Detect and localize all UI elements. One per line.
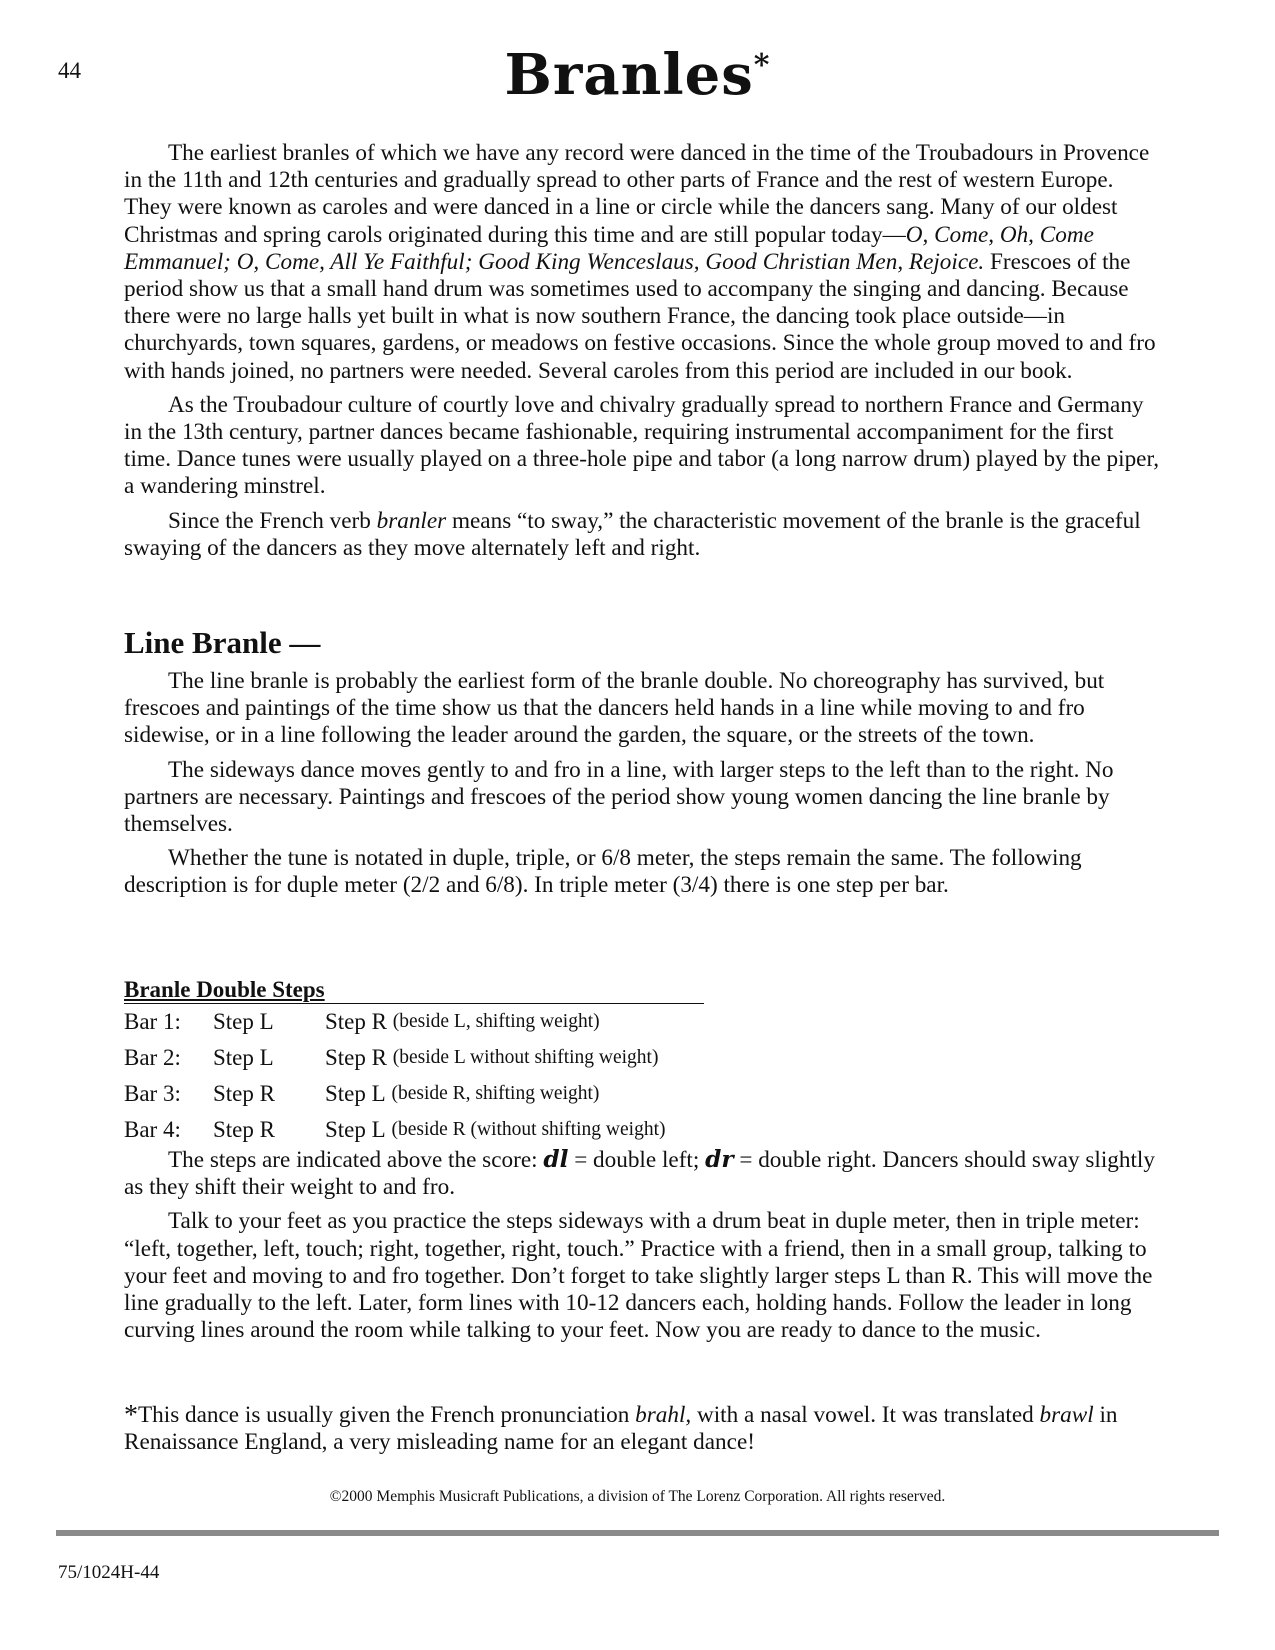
footnote-text-c: in Renaissance England, a very misleading name for an elegant dance! [124, 1402, 1118, 1456]
footnote-text-b: with a nasal vowel. It was translated [691, 1402, 1040, 1428]
step-second: Step L [325, 1081, 386, 1106]
intro-paragraph-2: As the Troubadour culture of courtly love and chivalry gradually spread to northern France and Germany in the 13th century, partner dances became fashionable, requiring instrumental accompaniment for the first time. Dance tunes were usually played on a three-hole pipe and tabor (a long narrow drum) played by the piper, a wandering minstrel. [124, 391, 1160, 500]
intro-p3-text: Since the French verb [168, 507, 377, 534]
instructions-p1-text-b: = double left; [568, 1147, 706, 1173]
intro-paragraph-3 [124, 508, 1164, 562]
footnote-asterisk: * [124, 1400, 138, 1431]
line-branle-section [124, 668, 1164, 900]
step-first: Step L [213, 1009, 274, 1034]
copyright-notice: ©2000 Memphis Musicraft Publications, a division of The Lorenz Corporation. All rights reserved. [329, 1488, 946, 1505]
instructions-paragraph-2: Talk to your feet as you practice the steps sideways with a drum beat in duple meter, then in triple meter: “left, together, left, touch; right, together, right, touch.” Practice with a friend, then in a small group, talking to your feet and moving to and fro together. Don’t forget to take slightly larger steps L than R. This will move the line gradually to the left. Later, form lines with 10-12 dancers each, holding hands. Follow the leader in long curving lines around the room while talking to your feet. Now you are ready to dance to the music. [124, 1208, 1153, 1344]
catalog-code: 75/1024H-44 [58, 1562, 160, 1583]
double-right-mark: dr [705, 1146, 734, 1173]
step-bar: Bar 2: [124, 1045, 181, 1070]
line-branle-paragraph-3: Whether the tune is notated in duple, triple, or 6/8 meter, the steps remain the same. The following description is for duple meter (2/2 and 6/8). In triple meter (3/4) there is one step per bar. [124, 845, 1082, 899]
branler-word: branler [376, 507, 447, 534]
intro-section [124, 140, 1164, 562]
step-bar: Bar 3: [124, 1081, 181, 1106]
page-number: 44 [58, 58, 81, 83]
step-first: Step R [213, 1117, 275, 1142]
step-row [124, 1040, 704, 1076]
title-asterisk: * [753, 48, 771, 83]
steps-table [124, 978, 704, 1148]
step-note: (beside R (without shifting weight) [391, 1119, 666, 1140]
step-row [124, 1004, 704, 1040]
footnote-text: This dance is usually given the French pronunciation [138, 1402, 636, 1428]
instructions-p1-text-c: = double right. Dancers should sway slightly as they shift their weight to and fro. [124, 1147, 1155, 1201]
step-second: Step R [325, 1009, 387, 1034]
step-bar: Bar 4: [124, 1117, 181, 1142]
step-note: (beside L without shifting weight) [392, 1047, 659, 1068]
step-row [124, 1112, 704, 1148]
footnote-brawl: brawl [1039, 1402, 1094, 1428]
line-branle-paragraph-2: The sideways dance moves gently to and fro in a line, with larger steps to the left than to the right. No partners are necessary. Paintings and frescoes of the period show young women dancing the line branle by themselves. [124, 756, 1114, 838]
footnote-paragraph [124, 1402, 1164, 1456]
footnote [124, 1402, 1164, 1456]
footer-rule [56, 1530, 1219, 1536]
intro-p3-text-cont: means “to sway,” the characteristic movement of the branle is the graceful swaying of the dancers as they move alternately left and right. [124, 507, 1141, 561]
intro-p1-text: The earliest branles of which we have any record were danced in the time of the Troubadours in Provence in the 11th and 12th centuries and gradually spread to other parts of France and the rest of western Europe. They were known as caroles and were danced in a line or circle while the dancers sang. Many of our oldest Christmas and spring carols originated during this time and are still popular today— [124, 140, 1150, 248]
title-text: Branles [504, 42, 754, 108]
page-title [0, 42, 1275, 108]
step-note: (beside R, shifting weight) [391, 1083, 600, 1104]
step-first: Step L [213, 1045, 274, 1070]
step-note: (beside L, shifting weight) [392, 1011, 600, 1032]
instructions-section [124, 1146, 1164, 1344]
footnote-brahl: brahl, [635, 1402, 692, 1428]
instructions-paragraph-1 [124, 1146, 1164, 1201]
step-bar: Bar 1: [124, 1009, 181, 1034]
double-left-mark: dl [543, 1146, 569, 1173]
intro-paragraph-1 [124, 140, 1164, 385]
step-first: Step R [213, 1081, 275, 1106]
step-second: Step L [325, 1117, 386, 1142]
line-branle-heading: Line Branle — [124, 625, 321, 660]
line-branle-paragraph-1: The line branle is probably the earliest form of the branle double. No choreography has survived, but frescoes and paintings of the time show us that the dancers held hands in a line while moving to and fro sidewise, or in a line following the leader around the garden, the square, or the streets of the town. [124, 668, 1105, 749]
instructions-p1-text: The steps are indicated above the score: [168, 1147, 544, 1173]
steps-heading: Branle Double Steps [124, 978, 704, 1004]
intro-p1-text-cont: Frescoes of the period show us that a small hand drum was sometimes used to accompany the singing and dancing. Because there were no large halls yet built in what is now southern France, the dancing took place outside—in churchyards, town squares, gardens, or meadows on festive occasions. Since the whole group moved to and fro with hands joined, no partners were needed. Several caroles from this period are included in our book. [124, 248, 1156, 384]
carol-titles: O, Come, Oh, Come Emmanuel; O, Come, All Ye Faithful; Good King Wenceslaus, Good Christian Men, Rejoice. [124, 221, 1094, 275]
step-row [124, 1076, 704, 1112]
step-second: Step R [325, 1045, 387, 1070]
